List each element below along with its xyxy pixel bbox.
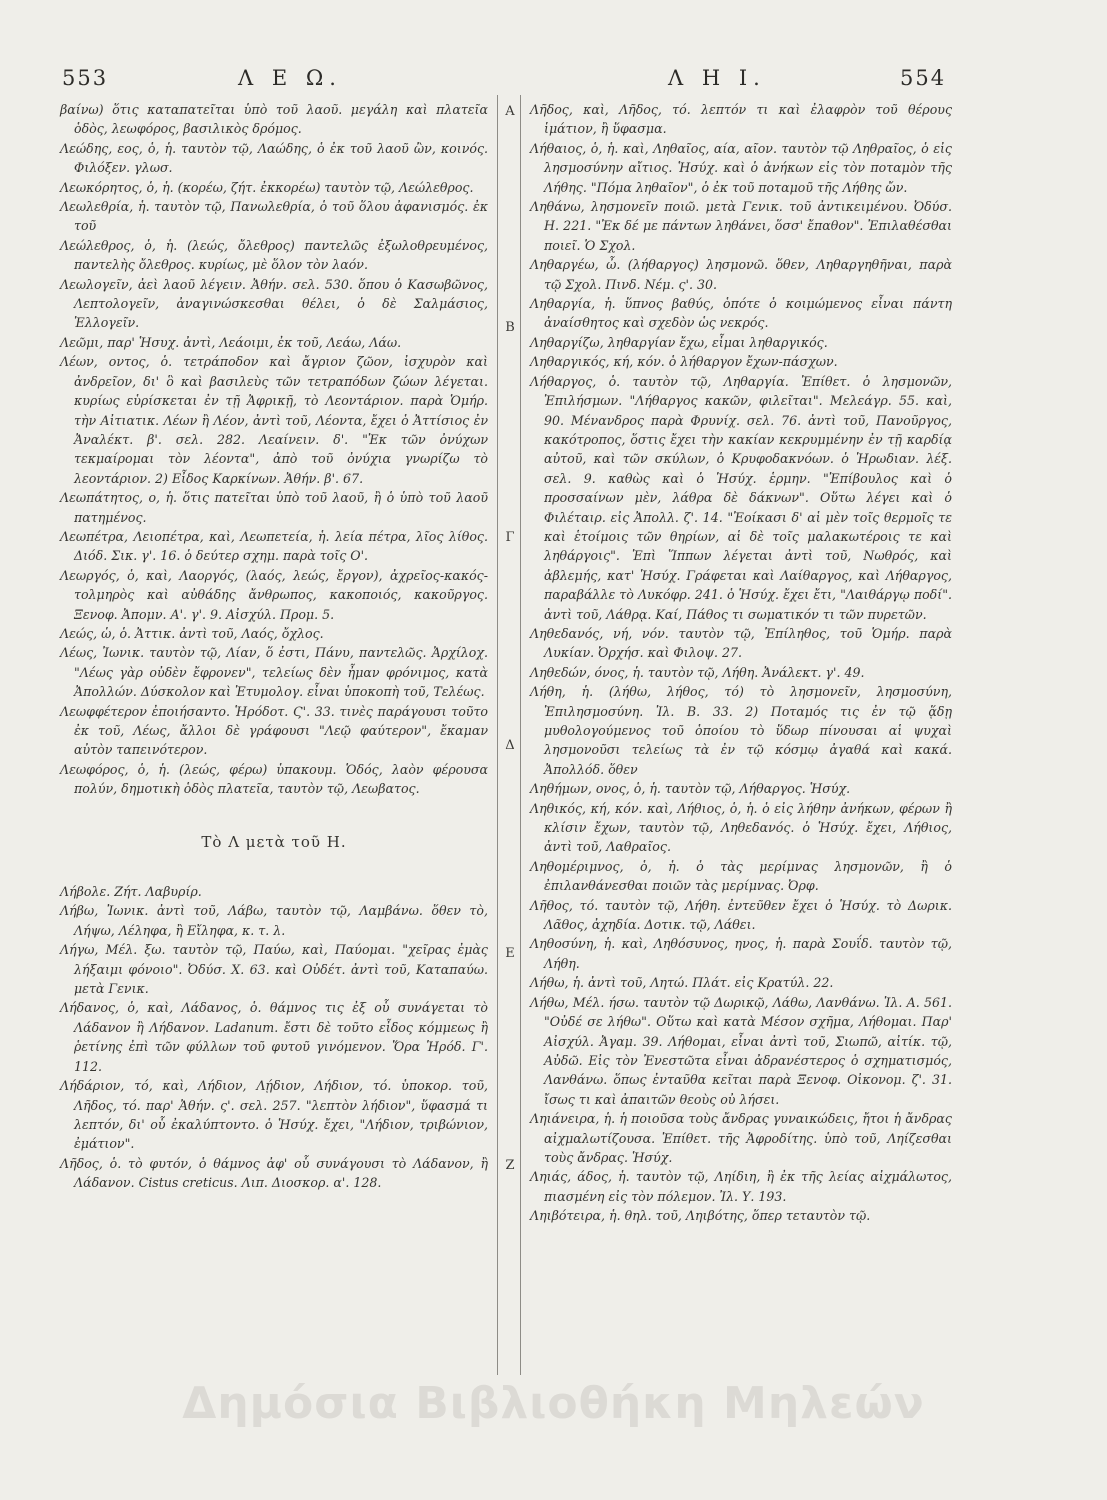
dictionary-entry: Ληθεδανός, νή, νόν. ταυτὸν τῷ, Ἐπίληθος, τοῦ Ὁμήρ. παρὰ Λυκίαν. Ὀρχήσ. καὶ Φιλοψ. 27.	[530, 625, 952, 661]
dictionary-entry: Ληθομέριμνος, ὁ, ἡ. ὁ τὰς μερίμνας λησμονῶν, ἢ ὁ ἐπιλανθάνεσθαι ποιῶν τὰς μερίμνας. Ὀρφ.	[530, 858, 952, 894]
section-title: Τὸ Λ μετὰ τοῦ Η.	[201, 832, 347, 851]
dictionary-entry: Λεωργός, ὁ, καὶ, Λαοργός, (λαός, λεώς, ἔργον), ἀχρεῖος-κακός-τολμηρὸς καὶ αὐθάδης ἄνθρωπος, κακοποιός, κακοῦργος. Ξενοφ. Ἀπομν. Α'. γ'. 9. Αἰσχύλ. Προμ. 5.	[60, 567, 488, 622]
dictionary-entry: Λήθαργος, ὁ. ταυτὸν τῷ, Ληθαργία. Ἐπίθετ. ὁ λησμονῶν, Ἐπιλήσμων. "Λήθαργος κακῶν, φιλεῖται". Μελεάγρ. 55. καὶ, 90. Μένανδρος παρὰ Φρυνίχ. σελ. 76. ἀντὶ τοῦ, Πανοῦργος, κακότροπος, ὅστις ἔχει τὴν κακίαν κεκρυμμένην ἐν τῇ καρδίᾳ αὐτοῦ, καὶ τῶν σκύλων, ὁ Κρυφοδακνόων. ὁ Ἡρωδιαν. λέξ. σελ. 9. καθὼς καὶ ὁ Ἡσύχ. ἑρμην. "Ἐπίβουλος καὶ ὁ προσσαίνων μὲν, λάθρα δὲ δάκνων". Οὕτω λέγει καὶ ὁ Φιλέταιρ. εἰς Ἀπολλ. ζ'. 14. "Ἐοίκασι δ' αἱ μὲν τοῖς θερμοῖς τε καὶ ἑτοίμοις τῶν θηρίων, αἱ δὲ τοῖς μαλακωτέροις τε καὶ ληθάργοις". Ἐπὶ Ἵππων λέγεται ἀντὶ τοῦ, Νωθρός, καὶ ἀβλεμής, κατ' Ἡσύχ. Γράφεται καὶ Λαίθαργος, καὶ Λήθαργος, παραβάλλε τὸ Λυκόφρ. 241. ὁ Ἡσύχ. ἔχει ἔτι, "Λαιθάργῳ ποδί". ἀντὶ τοῦ, Λάθρᾳ. Καί, Πάθος τι σωματικόν τι τῶν πυρετῶν.	[530, 373, 952, 622]
dictionary-entry: Λέων, οντος, ὁ. τετράποδον καὶ ἄγριον ζῶον, ἰσχυρὸν καὶ ἀνδρεῖον, δι' ὃ καὶ βασιλεὺς τῶν τετραπόδων ζώων λέγεται. κυρίως εὑρίσκεται ἐν τῇ Ἀφρικῇ, τὸ Λεοντάριον. παρὰ Ὁμήρ. τὴν Αἰτιατικ. Λέων ἢ Λέον, ἀντὶ τοῦ, Λέοντα, ἔχει ὁ Ἀττίσιος ἐν Ἀναλέκτ. β'. σελ. 282. Λεαίνειν. δ'. "Ἐκ τῶν ὀνύχων τεκμαίρομαι τὸν λέοντα", ἀπὸ τοῦ ὀνύχια γνωρίζω τὸ λεοντάριον. 2) Εἶδος Καρκίνων. Ἀθήν. β'. 67.	[60, 354, 488, 486]
dictionary-entry: Λήδάριον, τό, καὶ, Λήδιον, Λῄδιον, Λήδιον, τό. ὑποκορ. τοῦ, Λῆδος, τό. παρ' Ἀθήν. ς'. σελ. 257. "λεπτὸν λήδιον", ὕφασμά τι λεπτόν, δι' οὗ ἐκαλύπτοντο. ὁ Ἡσύχ. ἔχει, "Λήδιον, τριβώνιον, ἐμάτιον".	[60, 1078, 488, 1152]
dictionary-entry: Λέως, Ἰωνικ. ταυτὸν τῷ, Λίαν, ὅ ἐστι, Πάνυ, παντελῶς. Ἀρχίλοχ. "Λέως γὰρ οὐδὲν ἔφρονεν", τελείως δὲν ἦμαν φρόνιμος, κατὰ Ἀπολλών. Δύσκολον καὶ Ἐτυμολογ. εἶναι ὑποκοπὴ τοῦ, Τελέως.	[60, 645, 488, 700]
margin-letter: Γ	[505, 530, 515, 545]
dictionary-entry: Λήδανος, ὁ, καὶ, Λάδανος, ὁ. θάμνος τις ἐξ οὗ συνάγεται τὸ Λάδανον ἢ Λήδανον. Ladanum. ἔστι δὲ τοῦτο εἶδος κόμμεως ἢ ῥετίνης ἐπὶ τῶν φύλλων τοῦ φυτοῦ γινόμενον. Ὅρα Ἡρόδ. Γ'. 112.	[60, 1000, 488, 1074]
page-number-right: 554	[900, 66, 947, 90]
dictionary-entry: Ληθικός, κή, κόν. καὶ, Λήθιος, ὁ, ἡ. ὁ εἰς λήθην ἀνήκων, φέρων ἢ κλίσιν ἔχων, ταυτὸν τῷ, Ληθεδανός. ὁ Ἡσύχ. ἔχει, Λήθιος, ἀντὶ τοῦ, Λαθραῖος.	[530, 800, 952, 855]
margin-letter: Ε	[505, 946, 515, 961]
dictionary-entry: Λεώς, ὡ, ὁ. Ἀττικ. ἀντὶ τοῦ, Λαός, ὄχλος.	[60, 625, 324, 641]
dictionary-entry: Λήθω, Μέλ. ήσω. ταυτὸν τῷ Δωρικῷ, Λάθω, Λανθάνω. Ἰλ. Α. 561. "Οὐδέ σε λήθω". Οὕτω καὶ κατὰ Μέσον σχῆμα, Λήθομαι. Παρ' Αἰσχύλ. Ἀγαμ. 39. Λήθομαι, εἶναι ἀντὶ τοῦ, Σιωπῶ, αἰτίκ. τῷ, Αὐδῶ. Εἰς τὸν Ἐνεστῶτα εἶναι ἀδρανέστερος ὁ σχηματισμός, Λανθάνω. ὅπως ἐνταῦθα κεῖται παρὰ Ξενοφ. Οἰκονομ. ζ'. 31. ἴσως τι καὶ ἀπαιτῶν θεοὺς οὐ λήσει.	[530, 994, 952, 1107]
dictionary-entry: Λήβολε. Ζήτ. Λαβυρίρ.	[60, 884, 202, 900]
dictionary-entry: Ληθήμων, ονος, ὁ, ἡ. ταυτὸν τῷ, Λήθαργος. Ἡσύχ.	[530, 781, 851, 797]
dictionary-entry: Ληθαργικός, κή, κόν. ὁ λήθαργον ἔχων-πάσχων.	[530, 354, 838, 370]
dictionary-entry: Λεωπάτητος, ο, ἡ. ὅτις πατεῖται ὑπὸ τοῦ λαοῦ, ἢ ὁ ὑπὸ τοῦ λαοῦ πατημένος.	[60, 490, 488, 525]
dictionary-entry: Λεωφφέτερον ἐποιήσαντο. Ἡρόδοτ. Ϛ'. 33. τινὲς παράγουσι τοῦτο ἐκ τοῦ, Λέως, ἄλλοι δὲ γράφουσι "Λεῷ φαύτερον", ἔκαμαν αὐτὸν ταπεινότερον.	[60, 703, 488, 758]
library-watermark: Δημόσια Βιβλιοθήκη Μηλεών	[182, 1378, 925, 1429]
dictionary-entry: Ληιάς, άδος, ἡ. ταυτὸν τῷ, Ληίδιη, ἢ ἐκ τῆς λείας αἰχμάλωτος, πιασμένη εἰς τὸν πόλεμον. Ἰλ. Υ. 193.	[530, 1169, 952, 1204]
margin-letter: Α	[505, 104, 515, 119]
left-column	[60, 100, 488, 1193]
dictionary-entry: Λεωπέτρα, Λειοπέτρα, καὶ, Λεωπετεία, ἡ. λεία πέτρα, λῖος λίθος. Διόδ. Σικ. γ'. 16. ὁ δεύτερ σχημ. παρὰ τοῖς Ο'.	[60, 528, 488, 564]
dictionary-entry: Λῆδος, ὁ. τὸ φυτόν, ὁ θάμνος ἀφ' οὗ συνάγουσι τὸ Λάδανον, ἢ Λάδανον. Cistus creticus. Λιπ. Διοσκορ. α'. 128.	[60, 1155, 488, 1191]
dictionary-entry: Ληθάνω, λησμονεῖν ποιῶ. μετὰ Γενικ. τοῦ ἀντικειμένου. Ὀδύσ. Η. 221. "Ἐκ δέ με πάντων ληθάνει, ὅσσ' ἔπαθον". Ἐπιλαθέσθαι ποιεῖ. Ὁ Σχολ.	[530, 199, 952, 253]
right-column	[530, 100, 952, 1226]
margin-letter: Δ	[505, 738, 515, 753]
dictionary-entry: Λεωκόρητος, ὁ, ἡ. (κορέω, ζήτ. ἐκκορέω) ταυτὸν τῷ, Λεώλεθρος.	[60, 179, 474, 195]
dictionary-entry: Ληθαργίζω, ληθαργίαν ἔχω, εἶμαι ληθαργικός.	[530, 334, 828, 350]
margin-letter: Β	[505, 320, 515, 335]
dictionary-entry: Λεωφόρος, ὁ, ἡ. (λεώς, φέρω) ὑπακουμ. Ὁδός, λαὸν φέρουσα πολύν, δημοτικὴ ὁδὸς πλατεῖα, ταυτὸν τῷ, Λεωβατος.	[60, 761, 488, 797]
dictionary-entry: Λεώλεθρος, ὁ, ἡ. (λεώς, ὄλεθρος) παντελῶς ἐξωλοθρευμένος, παντελὴς ὄλεθρος. κυρίως, μὲ ὅλον τὸν λαόν.	[60, 237, 488, 273]
dictionary-entry: Λῆδος, καὶ, Λῆδος, τό. λεπτόν τι καὶ ἐλαφρὸν τοῦ θέρους ἱμάτιον, ἢ ὕφασμα.	[530, 102, 952, 137]
dictionary-entry: βαίνω) ὅτις καταπατεῖται ὑπὸ τοῦ λαοῦ. μεγάλη καὶ πλατεῖα ὁδὸς, λεωφόρος, βασιλικὸς δρόμος.	[60, 102, 488, 137]
running-head-left: Λ Ε Ω.	[238, 66, 342, 90]
dictionary-entry: Ληθοσύνη, ἡ. καὶ, Ληθόσυνος, ηνος, ἡ. παρὰ Σουΐδ. ταυτὸν τῷ, Λήθη.	[530, 936, 952, 971]
dictionary-entry: Λήθη, ἡ. (λήθω, λήθος, τό) τὸ λησμονεῖν, λησμοσύνη, Ἐπιλησμοσύνη. Ἰλ. Β. 33. 2) Ποταμός τις ἐν τῷ ᾅδῃ μυθολογούμενος τοῦ ὁποίου τὸ ὕδωρ πίνουσαι αἱ ψυχαὶ λησμονοῦσι τελείως τὰ ἐν τῷ κόσμῳ ἀγαθά καὶ κακά. Ἀπολλόδ. ὅθεν	[530, 684, 952, 777]
dictionary-entry: Λεωλογεῖν, ἀεὶ λαοῦ λέγειν. Ἀθήν. σελ. 530. ὅπου ὁ Κασωβῶνος, Λεπτολογεῖν, ἀναγινώσκεσθαι θέλει, ὁ δὲ Σαλμάσιος, Ἐλλογεῖν.	[60, 276, 488, 331]
margin-letter: Ζ	[505, 1158, 515, 1173]
running-head-right: Λ Η Ι.	[668, 66, 766, 90]
column-rule-right	[520, 95, 521, 1375]
dictionary-entry: Λήβω, Ἰωνικ. ἀντὶ τοῦ, Λάβω, ταυτὸν τῷ, Λαμβάνω. ὅθεν τὸ, Λήψω, Λέληφα, ἢ Εἴληφα, κ. τ. λ.	[60, 903, 488, 938]
dictionary-entry: Λεῶμι, παρ' Ἡσυχ. ἀντὶ, Λεάοιμι, ἐκ τοῦ, Λεάω, Λάω.	[60, 334, 402, 350]
dictionary-entry: Ληθαργέω, ὦ. (λήθαργος) λησμονῶ. ὅθεν, Ληθαργηθῆναι, παρὰ τῷ Σχολ. Πινδ. Νέμ. ς'. 30.	[530, 257, 952, 292]
dictionary-entry: Ληιάνειρα, ἡ. ἡ ποιοῦσα τοὺς ἄνδρας γυναικώδεις, ἤτοι ἡ ἄνδρας αἰχμαλωτίζουσα. Ἐπίθετ. τῆς Ἀφροδίτης. ὑπὸ τοῦ, Ληίζεσθαι τοὺς ἄνδρας. Ἡσύχ.	[530, 1111, 952, 1165]
dictionary-entry: Λεωλεθρία, ἡ. ταυτὸν τῷ, Πανωλεθρία, ὁ τοῦ ὅλου ἀφανισμός. ἐκ τοῦ	[60, 199, 488, 234]
dictionary-entry: Λήθω, ἡ. ἀντὶ τοῦ, Λητώ. Πλάτ. εἰς Κρατύλ. 22.	[530, 975, 834, 991]
dictionary-entry: Λεώδης, εος, ὁ, ἡ. ταυτὸν τῷ, Λαώδης, ὁ ἐκ τοῦ λαοῦ ὢν, κοινός. Φιλόξεν. γλωσ.	[60, 140, 488, 176]
dictionary-entry: Λῆθος, τό. ταυτὸν τῷ, Λήθη. ἐντεῦθεν ἔχει ὁ Ἡσύχ. τὸ Δωρικ. Λᾶθος, ἀχηδία. Δοτικ. τῷ, Λάθει.	[530, 897, 952, 933]
column-rule-left	[497, 95, 498, 1375]
dictionary-entry: Ληθαργία, ἡ. ὕπνος βαθύς, ὁπότε ὁ κοιμώμενος εἶναι πάντη ἀναίσθητος καὶ σχεδὸν ὡς νεκρός.	[530, 296, 952, 331]
dictionary-entry: Ληιβότειρα, ἡ. θηλ. τοῦ, Ληιβότης, ὅπερ τεταυτὸν τῷ.	[530, 1208, 871, 1224]
dictionary-entry: Λήγω, Μέλ. ξω. ταυτὸν τῷ, Παύω, καὶ, Παύομαι. "χεῖρας ἐμὰς λήξαιμι φόνοιο". Ὀδύσ. Χ. 63. καὶ Οὐδέτ. ἀντὶ τοῦ, Καταπαύω. μετὰ Γενικ.	[60, 942, 488, 997]
page-number-left: 553	[62, 66, 109, 90]
dictionary-entry: Λήθαιος, ὁ, ἡ. καὶ, Ληθαῖος, αία, αῖον. ταυτὸν τῷ Ληθραῖος, ὁ εἰς λησμοσύνην αἴτιος. Ἡσύχ. καὶ ὁ ἀνήκων εἰς τὸν ποταμὸν τῆς Λήθης. "Πόμα ληθαῖον", ὁ ἐκ τοῦ ποταμοῦ τῆς Λήθης ὤν.	[530, 140, 952, 195]
dictionary-entry: Ληθεδών, όνος, ἡ. ταυτὸν τῷ, Λήθη. Ἀνάλεκτ. γ'. 49.	[530, 664, 865, 680]
